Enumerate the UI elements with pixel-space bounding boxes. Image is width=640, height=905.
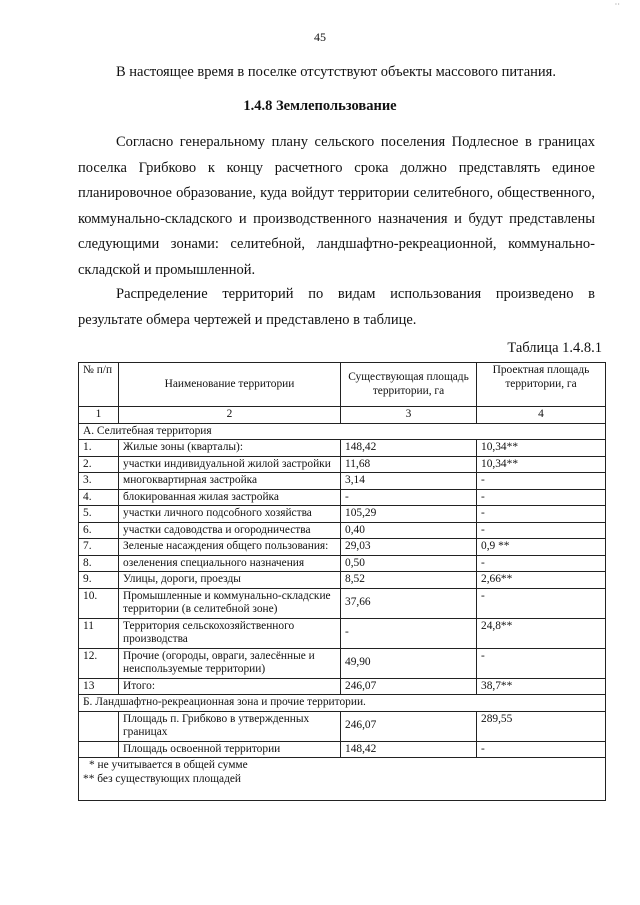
row-projected-area: 10,34** — [477, 440, 606, 457]
table-row — [79, 711, 606, 741]
row-name: участки садоводства и огородничества — [119, 522, 341, 539]
row-number: 7. — [79, 539, 119, 556]
row-projected-area: 289,55 — [477, 711, 606, 741]
col-number: 1 — [79, 407, 119, 424]
row-existing-area: 11,68 — [341, 456, 477, 473]
table-row — [79, 678, 606, 695]
row-number: 5. — [79, 506, 119, 523]
body-paragraph-2: Распределение территорий по видам использования произведено в результате обмера чертежей и представлено в таблице. — [78, 286, 595, 328]
table-row — [79, 456, 606, 473]
col-number: 4 — [477, 407, 606, 424]
table-row — [79, 539, 606, 556]
row-projected-area: 38,7** — [477, 678, 606, 695]
row-existing-area: 246,07 — [341, 678, 477, 695]
row-name: Территория сельскохозяйственного производства — [119, 618, 341, 648]
section-a-title: А. Селитебная территория — [79, 423, 606, 440]
row-number: 11 — [79, 618, 119, 648]
table-row — [79, 489, 606, 506]
row-projected-area: - — [477, 555, 606, 572]
table-row — [79, 555, 606, 572]
body-paragraph-1: Согласно генеральному плану сельского поселения Подлесное в границах поселка Грибково к концу расчетного срока должно представлять единое планировочное образование, куда войдут территории селитебного, общественного, коммунально-складского и производственного назначения и будут представлены следующими зонами: селитебной, ландшафтно-рекреационной, коммунально-складской и промышленной. — [78, 134, 595, 278]
col-number: 3 — [341, 407, 477, 424]
table-header-row — [79, 363, 606, 407]
row-existing-area: 105,29 — [341, 506, 477, 523]
scan-mark: ·· — [614, 0, 620, 9]
row-name: озеленения специального назначения — [119, 555, 341, 572]
table-caption: Таблица 1.4.8.1 — [507, 340, 602, 356]
header-existing: Существующая площадь территории, га — [341, 363, 477, 407]
row-existing-area: 8,52 — [341, 572, 477, 589]
section-heading: 1.4.8 Землепользование — [243, 98, 397, 114]
section-row — [79, 423, 606, 440]
table-row — [79, 648, 606, 678]
table-row — [79, 473, 606, 490]
row-number: 8. — [79, 555, 119, 572]
row-name: Улицы, дороги, проезды — [119, 572, 341, 589]
row-number: 2. — [79, 456, 119, 473]
column-number-row — [79, 407, 606, 424]
section-b-title: Б. Ландшафтно-рекреационная зона и прочие территории. — [79, 695, 606, 712]
row-name: Зеленые насаждения общего пользования: — [119, 539, 341, 556]
row-existing-area: 49,90 — [341, 648, 477, 678]
row-name: Площадь освоенной территории — [119, 741, 341, 758]
section-a-body — [79, 440, 606, 695]
row-name: многоквартирная застройка — [119, 473, 341, 490]
row-projected-area: - — [477, 506, 606, 523]
row-projected-area: 2,66** — [477, 572, 606, 589]
table-row — [79, 506, 606, 523]
row-projected-area: - — [477, 648, 606, 678]
row-existing-area: 3,14 — [341, 473, 477, 490]
row-number: 10. — [79, 588, 119, 618]
table-row — [79, 522, 606, 539]
header-number: № п/п — [79, 363, 119, 407]
row-existing-area: 0,40 — [341, 522, 477, 539]
row-number: 3. — [79, 473, 119, 490]
row-existing-area: - — [341, 489, 477, 506]
page-number: 45 — [314, 30, 326, 44]
row-number — [79, 711, 119, 741]
row-number: 1. — [79, 440, 119, 457]
section-b-body — [79, 711, 606, 758]
row-existing-area: 246,07 — [341, 711, 477, 741]
row-name: Итого: — [119, 678, 341, 695]
row-name: участки индивидуальной жилой застройки — [119, 456, 341, 473]
row-projected-area: 0,9 ** — [477, 539, 606, 556]
row-existing-area: 148,42 — [341, 440, 477, 457]
row-existing-area: 29,03 — [341, 539, 477, 556]
row-projected-area: - — [477, 473, 606, 490]
row-projected-area: - — [477, 741, 606, 758]
footnote-row — [79, 758, 606, 801]
row-name: Промышленные и коммунально-складские территории (в селитебной зоне) — [119, 588, 341, 618]
row-number: 12. — [79, 648, 119, 678]
footnote-2: ** без существующих площадей — [83, 772, 242, 785]
table-row — [79, 588, 606, 618]
intro-paragraph: В настоящее время в поселке отсутствуют объекты массового питания. — [116, 64, 556, 80]
header-name: Наименование территории — [119, 363, 341, 407]
table-row — [79, 618, 606, 648]
row-projected-area: - — [477, 489, 606, 506]
row-number — [79, 741, 119, 758]
land-use-table — [78, 362, 606, 801]
header-projected: Проектная площадь территории, га — [477, 363, 606, 407]
table-row — [79, 440, 606, 457]
row-existing-area: 0,50 — [341, 555, 477, 572]
row-existing-area: 37,66 — [341, 588, 477, 618]
col-number: 2 — [119, 407, 341, 424]
row-existing-area: 148,42 — [341, 741, 477, 758]
row-name: Площадь п. Грибково в утвержденных границах — [119, 711, 341, 741]
row-name: участки личного подсобного хозяйства — [119, 506, 341, 523]
table-row — [79, 741, 606, 758]
row-projected-area: - — [477, 588, 606, 618]
row-number: 6. — [79, 522, 119, 539]
row-number: 9. — [79, 572, 119, 589]
footnotes — [79, 758, 606, 801]
row-number: 4. — [79, 489, 119, 506]
row-projected-area: 24,8** — [477, 618, 606, 648]
row-projected-area: 10,34** — [477, 456, 606, 473]
row-name: Прочие (огороды, овраги, залесённые и неиспользуемые территории) — [119, 648, 341, 678]
row-name: Жилые зоны (кварталы): — [119, 440, 341, 457]
row-number: 13 — [79, 678, 119, 695]
table-row — [79, 572, 606, 589]
row-projected-area: - — [477, 522, 606, 539]
row-existing-area: - — [341, 618, 477, 648]
row-name: блокированная жилая застройка — [119, 489, 341, 506]
section-row — [79, 695, 606, 712]
footnote-1: * не учитывается в общей сумме — [89, 759, 248, 771]
